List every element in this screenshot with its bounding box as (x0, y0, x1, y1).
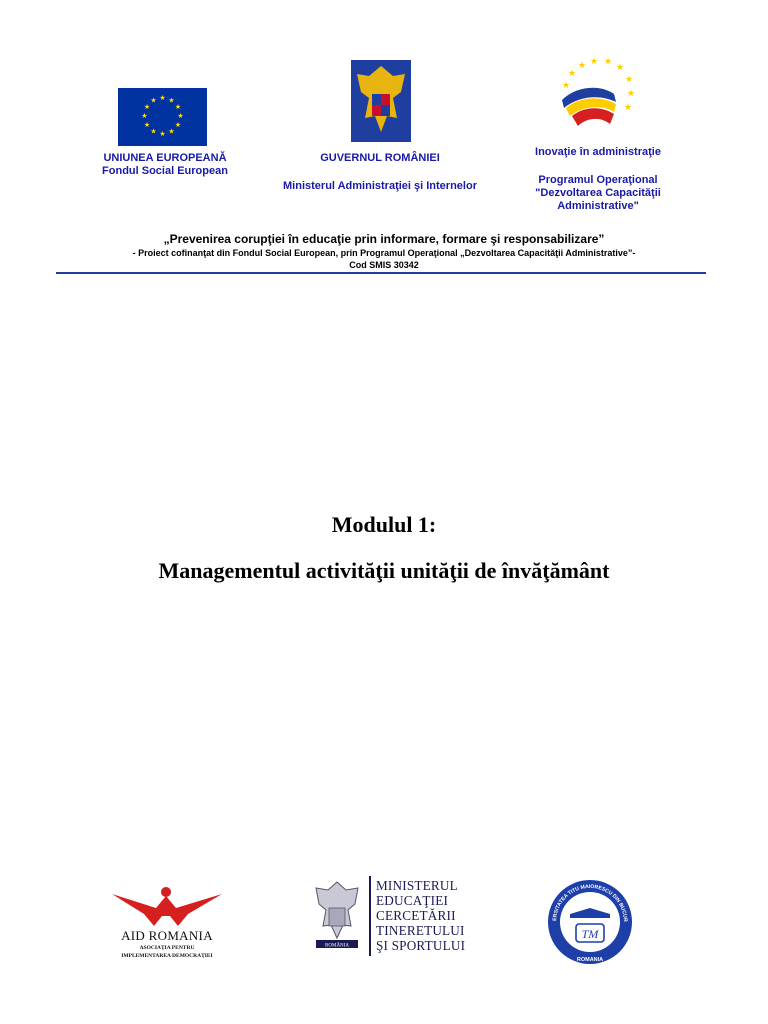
program-line-3: Administrative" (557, 200, 639, 212)
svg-text:★: ★ (623, 103, 633, 113)
svg-text:★: ★ (159, 130, 166, 138)
project-subtitle-line-1: - Proiect cofinanţat din Fondul Social European, prin Programul Operaţional „Dezvoltarea Capacităţii Administrative”- (132, 248, 636, 258)
project-subtitle-line-2: Cod SMIS 30342 (349, 260, 419, 270)
header-divider (56, 272, 706, 274)
svg-text:★: ★ (143, 121, 151, 129)
program-name (510, 174, 686, 213)
module-title: Modulul 1: (331, 512, 437, 537)
aid-romania-name: AID ROMANIA (121, 928, 213, 943)
svg-text:★: ★ (150, 96, 157, 105)
module-subtitle: Managementul activităţii unităţii de învăţământ (158, 558, 610, 583)
ministry-line-1: MINISTERUL (376, 878, 458, 893)
university-country: ROMANIA (576, 957, 604, 963)
svg-text:★: ★ (150, 127, 157, 136)
svg-text:★: ★ (626, 89, 636, 99)
aid-romania-tagline (96, 944, 238, 960)
svg-text:★: ★ (143, 103, 151, 111)
project-title: „Prevenirea corupţiei în educaţie prin informare, formare şi responsabilizare” (163, 232, 605, 246)
svg-text:★: ★ (141, 112, 148, 120)
eu-name: UNIUNEA EUROPEANĂ (103, 152, 227, 164)
svg-text:★: ★ (615, 63, 625, 73)
government-ministry: Ministerul Administraţiei şi Internelor (283, 180, 477, 192)
eu-fund: Fondul Social European (102, 165, 228, 177)
ministry-line-3: CERCETĂRII (376, 908, 456, 923)
university-ring-text: ERSITATEA TITU MAIORESCU DIN BUCUR (551, 883, 629, 922)
government-name: GUVERNUL ROMÂNIEI (320, 152, 440, 164)
svg-text:★: ★ (168, 127, 175, 136)
aid-tagline-line-2: IMPLEMENTAREA DEMOCRAŢIEI (121, 953, 213, 959)
ministry-name (376, 878, 476, 953)
ministry-crest-icon (310, 878, 364, 950)
svg-text:★: ★ (577, 61, 587, 71)
ministry-line-5: ŞI SPORTULUI (376, 938, 466, 953)
svg-text:★: ★ (561, 81, 571, 91)
svg-text:★: ★ (624, 75, 634, 85)
svg-text:★: ★ (174, 121, 182, 129)
program-line-2: "Dezvoltarea Capacităţii (535, 187, 661, 199)
project-subtitle (40, 247, 728, 271)
eu-caption (80, 152, 250, 178)
program-line-1: Programul Operaţional (538, 174, 658, 186)
program-tagline: Inovaţie în administraţie (535, 146, 661, 158)
svg-text:★: ★ (603, 57, 613, 67)
aid-tagline-line-1: ASOCIAŢIA PENTRU (139, 945, 195, 951)
ministry-line-4: TINERETULUI (376, 923, 465, 938)
svg-text:★: ★ (168, 96, 175, 105)
svg-text:★: ★ (159, 94, 166, 102)
svg-text:★: ★ (589, 57, 599, 67)
ministry-line-2: EDUCAŢIEI (376, 893, 449, 908)
svg-text:★: ★ (567, 69, 577, 79)
svg-text:★: ★ (177, 112, 184, 120)
romanian-coat-of-arms-icon (349, 58, 413, 144)
eu-flag-icon (118, 88, 207, 146)
ministry-crest-label: ROMÂNIA (325, 943, 349, 949)
svg-text:★: ★ (174, 103, 182, 111)
university-seal-icon (546, 878, 634, 966)
program-stars-logo-icon (556, 54, 638, 134)
ministry-divider (369, 876, 371, 956)
university-initials: TM (581, 927, 599, 941)
